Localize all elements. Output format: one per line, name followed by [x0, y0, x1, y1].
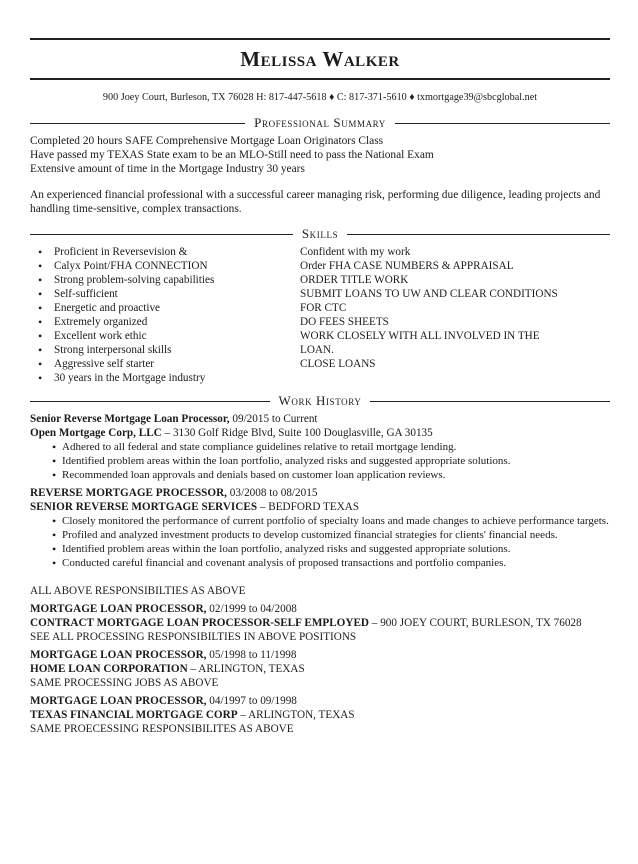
job-bullet: • Conducted careful financial and covenant analysis of proposed transactions and portfolio companies.	[52, 556, 610, 570]
job-company: Open Mortgage Corp, LLC	[30, 427, 162, 439]
skill-item: • Aggressive self starter	[38, 357, 300, 371]
job-bullets	[30, 514, 610, 570]
job-dates: 03/2008 to 08/2015	[226, 487, 318, 499]
skill-item: Order FHA CASE NUMBERS & APPRAISAL	[300, 260, 514, 272]
job-entry	[30, 412, 610, 482]
job-title: Senior Reverse Mortgage Loan Processor,	[30, 413, 230, 425]
job-title-line	[30, 412, 610, 426]
job-entry	[30, 602, 610, 644]
resume-page	[0, 38, 638, 864]
skill-item: SUBMIT LOANS TO UW AND CLEAR CONDITIONS	[300, 288, 558, 300]
contact-cell-phone: C: 817-371-5610	[336, 92, 407, 103]
skill-item: • Strong problem-solving capabilities	[38, 273, 300, 287]
job-bullet: • Identified problem areas within the loan portfolio, analyzed risks and suggested appropriate solutions.	[52, 542, 610, 556]
job-dates: 02/1999 to 04/2008	[206, 603, 297, 615]
job-dates: 05/1998 to 11/1998	[206, 649, 297, 661]
work-heading-row	[30, 393, 610, 409]
job-title-line	[30, 694, 610, 708]
job-company: CONTRACT MORTGAGE LOAN PROCESSOR-SELF EMPLOYED	[30, 617, 369, 629]
summary-line: Completed 20 hours SAFE Comprehensive Mortgage Loan Originators Class	[30, 135, 384, 147]
candidate-name: Melissa Walker	[240, 47, 400, 71]
skills-heading: Skills	[301, 226, 339, 241]
job-title: MORTGAGE LOAN PROCESSOR,	[30, 603, 207, 615]
heading-rule-left	[30, 401, 270, 402]
skill-item: WORK CLOSELY WITH ALL INVOLVED IN THE	[300, 330, 540, 342]
contact-email: txmortgage39@sbcglobal.net	[417, 92, 538, 103]
summary-heading: Professional Summary	[254, 115, 386, 130]
skill-item: • Energetic and proactive	[38, 301, 300, 315]
heading-rule-right	[370, 401, 610, 402]
job-note: SAME PROCESSING JOBS AS ABOVE	[30, 677, 219, 689]
top-rule	[30, 38, 610, 40]
job-bullet: • Profiled and analyzed investment products to develop customized financial strategies for clients' financial needs.	[52, 528, 610, 542]
job-location: – 900 JOEY COURT, BURLESON, TX 76028	[369, 617, 582, 629]
job-title: MORTGAGE LOAN PROCESSOR,	[30, 695, 207, 707]
job-bullets	[30, 440, 610, 482]
work-heading: Work History	[278, 393, 362, 408]
summary-line: Have passed my TEXAS State exam to be an MLO-Still need to pass the National Exam	[30, 149, 434, 161]
contact-address: 900 Joey Court, Burleson, TX 76028	[102, 92, 254, 103]
skills-heading-row	[30, 226, 610, 242]
job-dates: 09/2015 to Current	[229, 413, 318, 425]
job-company: SENIOR REVERSE MORTGAGE SERVICES	[30, 501, 258, 513]
job-entry	[30, 486, 610, 570]
job-company-line	[30, 500, 610, 514]
heading-rule-right	[347, 234, 610, 235]
contact-line	[30, 91, 610, 105]
skill-item: • Calyx Point/FHA CONNECTION	[38, 259, 300, 273]
job-company: HOME LOAN CORPORATION	[30, 663, 188, 675]
job-bullet: • Closely monitored the performance of current portfolio of specialty loans and made changes to achieve performance targets.	[52, 514, 610, 528]
job-bullet: • Identified problem areas within the loan portfolio, analyzed risks and suggested appropriate solutions.	[52, 454, 610, 468]
contact-home-phone: H: 817-447-5618	[256, 92, 327, 103]
job-bullet: • Adhered to all federal and state compliance guidelines relative to retail mortgage lending.	[52, 440, 610, 454]
job-location: – ARLINGTON, TEXAS	[237, 709, 355, 721]
skill-item: • Excellent work ethic	[38, 329, 300, 343]
heading-rule-left	[30, 123, 245, 124]
skills-left-list	[30, 245, 300, 385]
job-title-line	[30, 602, 610, 616]
job-title-line	[30, 648, 610, 662]
skill-item: Confident with my work	[300, 246, 411, 258]
job-company-line	[30, 426, 610, 440]
job-title: MORTGAGE LOAN PROCESSOR,	[30, 649, 207, 661]
job-location: – 3130 Golf Ridge Blvd, Suite 100 Douglasville, GA 30135	[161, 427, 433, 439]
heading-rule-right	[395, 123, 610, 124]
diamond-icon: ♦	[329, 92, 335, 103]
skill-item: FOR CTC	[300, 302, 347, 314]
job-location: – BEDFORD TEXAS	[257, 501, 360, 513]
skill-item: • 30 years in the Mortgage industry	[38, 371, 300, 385]
job-title-line	[30, 486, 610, 500]
job-entry	[30, 648, 610, 690]
skill-item: ORDER TITLE WORK	[300, 274, 409, 286]
job-note: SEE ALL PROCESSING RESPONSIBILTIES IN ABOVE POSITIONS	[30, 631, 357, 643]
job-note: SAME PROECESSING RESPONSIBILITES AS ABOVE	[30, 723, 294, 735]
skill-item: CLOSE LOANS	[300, 358, 376, 370]
skill-item: • Extremely organized	[38, 315, 300, 329]
skill-item: • Strong interpersonal skills	[38, 343, 300, 357]
job-bullet: • Recommended loan approvals and denials based on customer loan application reviews.	[52, 468, 610, 482]
job-company-line	[30, 616, 610, 630]
job-title: REVERSE MORTGAGE PROCESSOR,	[30, 487, 227, 499]
job-company-line	[30, 662, 610, 676]
job-dates: 04/1997 to 09/1998	[206, 695, 297, 707]
diamond-icon: ♦	[409, 92, 415, 103]
job-location: – ARLINGTON, TEXAS	[187, 663, 305, 675]
skill-item: LOAN.	[300, 344, 334, 356]
heading-rule-left	[30, 234, 293, 235]
skill-item: • Self-sufficient	[38, 287, 300, 301]
responsibilities-note: ALL ABOVE RESPONSIBILTIES AS ABOVE	[30, 585, 246, 597]
skill-item: DO FEES SHEETS	[300, 316, 389, 328]
skills-right-list	[300, 245, 610, 385]
skill-item: • Proficient in Reversevision &	[38, 245, 300, 259]
summary-heading-row	[30, 115, 610, 131]
summary-paragraph: An experienced financial professional with a successful career managing risk, performing due diligence, leading projects and handling time-sensitive, complex transactions.	[30, 189, 601, 215]
skills-columns	[30, 245, 610, 385]
job-company-line	[30, 708, 610, 722]
summary-lines	[30, 134, 610, 176]
job-company: TEXAS FINANCIAL MORTGAGE CORP	[30, 709, 238, 721]
summary-line: Extensive amount of time in the Mortgage Industry 30 years	[30, 163, 305, 175]
name-rule	[30, 78, 610, 80]
job-entry	[30, 694, 610, 736]
